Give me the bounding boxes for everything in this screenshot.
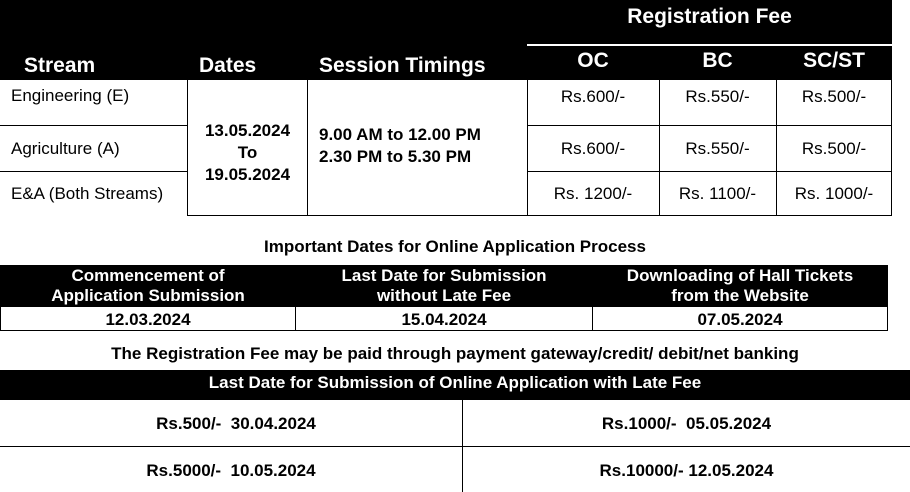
last-date-without-late-fee: 15.04.2024 bbox=[401, 310, 487, 329]
stream-agriculture: Agriculture (A) bbox=[11, 139, 120, 158]
session-first: 9.00 AM to 12.00 PM bbox=[319, 125, 481, 144]
session-timings-column-header: Session Timings bbox=[319, 54, 486, 77]
table-divider bbox=[187, 215, 892, 216]
hall-ticket-header-line2: from the Website bbox=[671, 286, 809, 305]
late-fee-header: Last Date for Submission of Online Application with Late Fee bbox=[0, 370, 910, 400]
stream-engineering: Engineering (E) bbox=[11, 86, 130, 105]
fee-engineering-oc: Rs.600/- bbox=[560, 87, 626, 106]
exam-start-date: 13.05.2024 bbox=[204, 121, 291, 140]
stream-column-header: Stream bbox=[24, 54, 96, 77]
hall-ticket-date: 07.05.2024 bbox=[697, 310, 783, 329]
dates-to-label: To bbox=[237, 143, 258, 162]
fee-agriculture-oc: Rs.600/- bbox=[560, 139, 626, 158]
session-second: 2.30 PM to 5.30 PM bbox=[319, 147, 472, 166]
table-divider bbox=[527, 125, 892, 126]
last-date-header bbox=[296, 265, 592, 307]
table-divider bbox=[527, 171, 892, 172]
hall-ticket-header-line1: Downloading of Hall Tickets bbox=[626, 266, 854, 285]
late-fee-1000: Rs.1000/- 05.05.2024 bbox=[601, 414, 772, 433]
late-fee-500: Rs.500/- 30.04.2024 bbox=[156, 414, 316, 433]
hall-ticket-header bbox=[592, 265, 888, 307]
important-dates-title: Important Dates for Online Application Process bbox=[264, 237, 646, 256]
bc-column-header: BC bbox=[702, 49, 733, 72]
fee-agriculture-bc: Rs.550/- bbox=[685, 139, 750, 158]
exam-end-date: 19.05.2024 bbox=[204, 165, 291, 184]
late-fee-5000: Rs.5000/- 10.05.2024 bbox=[146, 461, 316, 480]
late-fee-10000: Rs.10000/- 12.05.2024 bbox=[599, 461, 774, 480]
fee-engineering-bc: Rs.550/- bbox=[685, 87, 750, 106]
table-divider bbox=[0, 330, 888, 331]
fee-agriculture-scst: Rs.500/- bbox=[801, 139, 867, 158]
payment-note: The Registration Fee may be paid through payment gateway/credit/ debit/net banking bbox=[111, 344, 799, 363]
table-divider bbox=[0, 125, 188, 126]
table-divider bbox=[0, 171, 188, 172]
oc-column-header: OC bbox=[577, 49, 609, 72]
commencement-header bbox=[0, 265, 296, 307]
table-divider bbox=[307, 80, 308, 216]
commencement-header-line2: Application Submission bbox=[51, 286, 245, 305]
table-divider bbox=[0, 446, 910, 447]
fee-both-scst: Rs. 1000/- bbox=[794, 184, 874, 203]
last-date-header-line2: without Late Fee bbox=[376, 286, 512, 305]
fee-both-oc: Rs. 1200/- bbox=[553, 184, 633, 203]
commencement-header-line1: Commencement of bbox=[71, 266, 225, 285]
registration-fee-heading: Registration Fee bbox=[627, 5, 792, 28]
fee-engineering-scst: Rs.500/- bbox=[801, 87, 867, 106]
stream-both: E&A (Both Streams) bbox=[11, 184, 164, 203]
dates-column-header: Dates bbox=[199, 54, 257, 77]
fee-both-bc: Rs. 1100/- bbox=[678, 184, 757, 203]
scst-column-header: SC/ST bbox=[803, 49, 865, 72]
commencement-date: 12.03.2024 bbox=[105, 310, 191, 329]
last-date-header-line1: Last Date for Submission bbox=[341, 266, 547, 285]
